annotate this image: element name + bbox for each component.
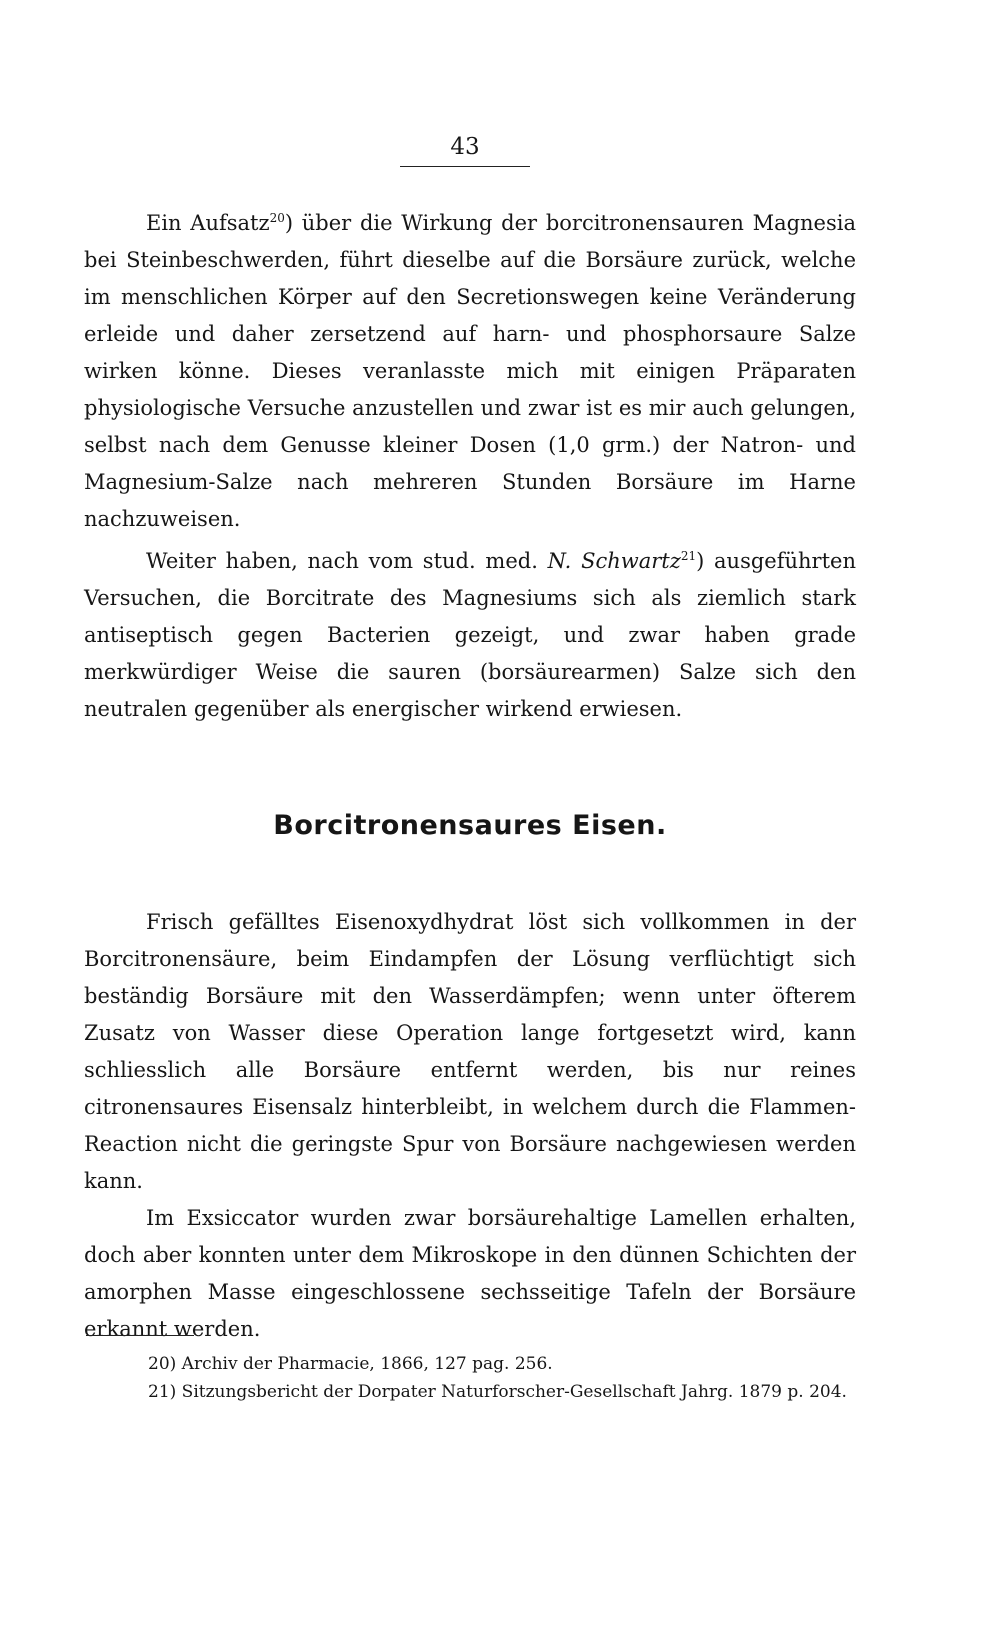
footnote-20: 20) Archiv der Pharmacie, 1866, 127 pag. 256. [148, 1354, 553, 1374]
section-heading: Borcitronensaures Eisen. [273, 810, 667, 841]
paragraph-1: Ein Aufsatz$^{20}$) über die Wirkung der borcitronensauren Magnesia bei Steinbeschwerden, führt dieselbe auf die Borsäure zurück, welche im menschlichen Körper auf den Secretionswegen keine Veränderung erleide und daher zersetzend auf harn- und phosphorsaure Salze wirken könne. Dieses veranlasste mich mit einigen Präparaten physiologische Versuche anzustellen und zwar ist es mir auch gelungen, selbst nach dem Genusse kleiner Dosen (1,0 grm.) der Natron- und Magnesium-Salze nach mehreren Stunden Borsäure im Harne nachzuweisen. [84, 211, 857, 531]
page-number: 43 [400, 134, 530, 167]
paragraph-3: Frisch gefälltes Eisenoxydhydrat löst sich vollkommen in der Borcitronensäure, beim Eindampfen der Lösung verflüchtigt sich beständig Borsäure mit den Wasserdämpfen; wenn unter öfterem Zusatz von Wasser diese Operation lange fortgesetzt wird, kann schliesslich alle Borsäure entfernt werden, bis nur reines citronensaures Eisensalz hinterbleibt, in welchem durch die Flammen-Reaction nicht die geringste Spur von Borsäure nachgewiesen werden kann. [84, 910, 856, 1193]
footnote-divider [86, 1335, 194, 1336]
author-name: N. Schwartz [547, 549, 681, 573]
paragraph-2: Weiter haben, nach vom stud. med. N. Schwartz$^{21}$) ausgeführten Versuchen, die Borcitrate des Magnesiums sich als ziemlich stark antiseptisch gegen Bacterien gezeigt, und zwar haben grade merkwürdiger Weise die sauren (borsäurearmen) Salze sich den neutralen gegenüber als energischer wirkend erwiesen. [84, 549, 856, 721]
body-text [84, 200, 856, 728]
footnote-ref-20: 20 [269, 211, 285, 225]
footnote-ref-21: 21 [680, 549, 697, 563]
footnotes [86, 1350, 856, 1406]
section-body-text [84, 904, 856, 1348]
paragraph-4: Im Exsiccator wurden zwar borsäurehaltige Lamellen erhalten, doch aber konnten unter dem Mikroskope in den dünnen Schichten der amorphen Masse eingeschlossene sechsseitige Tafeln der Borsäure erkannt werden. [84, 1206, 856, 1341]
footnote-21: 21) Sitzungsbericht der Dorpater Naturforscher-Gesellschaft Jahrg. 1879 p. 204. [148, 1382, 847, 1402]
